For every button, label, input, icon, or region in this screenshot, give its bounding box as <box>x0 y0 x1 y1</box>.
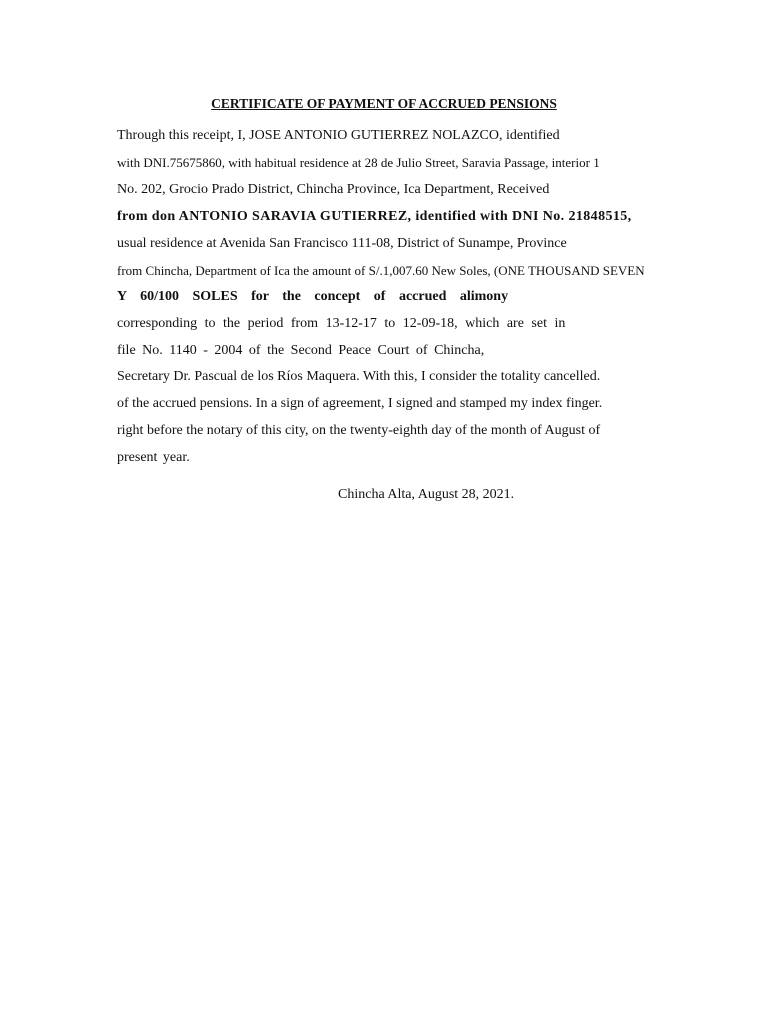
body-line-2: with DNI.75675860, with habitual residence at 28 de Julio Street, Saravia Passage, interior 1 <box>117 155 600 170</box>
body-line-5: usual residence at Avenida San Francisco 111-08, District of Sunampe, Province <box>117 236 567 251</box>
body-line-12: right before the notary of this city, on the twenty-eighth day of the month of August of <box>117 423 601 438</box>
body-line-8: corresponding to the period from 13-12-17 to 12-09-18, which are set in <box>117 316 566 331</box>
body-line-13: present year. <box>117 450 190 465</box>
document-title: CERTIFICATE OF PAYMENT OF ACCRUED PENSIONS <box>211 96 557 111</box>
body-line-6: from Chincha, Department of Ica the amount of S/.1,007.60 New Soles, (ONE THOUSAND SEVEN <box>117 263 645 278</box>
closing-date-line: Chincha Alta, August 28, 2021. <box>338 487 515 502</box>
body-line-10: Secretary Dr. Pascual de los Ríos Maquera. With this, I consider the totality cancelled. <box>117 369 601 384</box>
body-line-7: Y 60/100 SOLES for the concept of accrued alimony <box>117 289 509 304</box>
body-line-1: Through this receipt, I, JOSE ANTONIO GUTIERREZ NOLAZCO, identified <box>117 128 560 143</box>
body-line-3: No. 202, Grocio Prado District, Chincha Province, Ica Department, Received <box>117 182 550 197</box>
body-line-4: from don ANTONIO SARAVIA GUTIERREZ, identified with DNI No. 21848515, <box>117 209 632 224</box>
body-line-9: file No. 1140 - 2004 of the Second Peace Court of Chincha, <box>117 343 485 358</box>
body-line-11: of the accrued pensions. In a sign of agreement, I signed and stamped my index finger. <box>117 396 603 411</box>
